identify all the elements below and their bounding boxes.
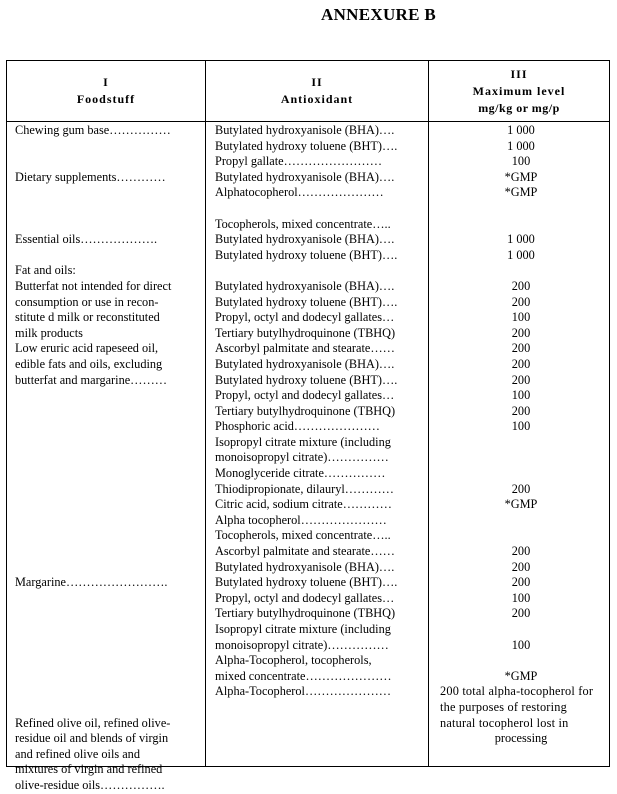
- antioxidant-line: Tertiary butylhydroquinone (TBHQ): [215, 403, 396, 418]
- maximum-level-line: 200: [511, 278, 531, 293]
- maximum-level-line: [432, 450, 610, 466]
- foodstuff-line: consumption or use in recon-: [15, 294, 159, 309]
- foodstuff-line: [15, 544, 205, 560]
- maximum-level-line: 200: [511, 575, 531, 590]
- antioxidant-line: Propyl, octyl and dodecyl gallates…: [215, 590, 395, 605]
- foodstuff-line: Butterfat not intended for direct: [15, 278, 172, 293]
- maximum-level-line: *GMP: [504, 185, 538, 200]
- foodstuff-line: [15, 466, 205, 482]
- maximum-level-line: 100: [511, 637, 531, 652]
- foodstuff-line: [15, 622, 205, 638]
- maximum-level-line: 1 000: [507, 232, 535, 247]
- maximum-level-line: [432, 217, 610, 233]
- maximum-level-line: [432, 513, 610, 529]
- foodstuff-line: olive-residue oils…………….: [15, 777, 165, 792]
- maximum-level-line: [432, 466, 610, 482]
- foodstuff-line: [15, 201, 205, 217]
- foodstuff-line: [15, 435, 205, 451]
- antioxidant-line: Tocopherols, mixed concentrate…..: [215, 528, 391, 543]
- foodstuff-line: Refined olive oil, refined olive-: [15, 715, 171, 730]
- maximum-level-line: 200: [511, 481, 531, 496]
- maximum-level-line: [432, 263, 610, 279]
- antioxidant-line: Ascorbyl palmitate and stearate……: [215, 341, 395, 356]
- antioxidant-line: Butylated hydroxyanisole (BHA)….: [215, 559, 395, 574]
- antioxidant-line: Ascorbyl palmitate and stearate……: [215, 544, 395, 559]
- maximum-level-line: [432, 435, 610, 451]
- maximum-level-line: 100: [511, 590, 531, 605]
- antioxidant-line: Isopropyl citrate mixture (including: [215, 622, 391, 636]
- foodstuff-column: [15, 123, 205, 794]
- foodstuff-line: [15, 388, 205, 404]
- maximum-level-line: [432, 622, 610, 638]
- antioxidant-line: [215, 716, 430, 732]
- maximum-level-line: 100: [511, 388, 531, 403]
- foodstuff-line: [15, 606, 205, 622]
- foodstuff-line: [15, 217, 205, 233]
- foodstuff-line: Essential oils……………….: [15, 232, 158, 247]
- header-col1-label: Foodstuff: [76, 92, 136, 106]
- antioxidant-line: Alpha-Tocopherol, tocopherols,: [215, 653, 372, 668]
- foodstuff-line: [15, 419, 205, 435]
- maximum-level-line: 1 000: [507, 138, 535, 153]
- foodstuff-line: [15, 185, 205, 201]
- antioxidant-line: [215, 263, 430, 279]
- header-col3-unit: mg/kg or mg/p: [478, 100, 560, 115]
- foodstuff-line: [15, 404, 205, 420]
- foodstuff-line: [15, 482, 205, 498]
- antioxidant-line: monoisopropyl citrate)……………: [215, 637, 389, 652]
- foodstuff-line: [15, 591, 205, 607]
- header-col2-label: Antioxidant: [280, 92, 354, 106]
- maximum-level-line: 100: [511, 154, 531, 169]
- antioxidant-line: Butylated hydroxy toluene (BHT)….: [215, 247, 398, 262]
- antioxidant-line: Propyl gallate……………………: [215, 154, 383, 169]
- antioxidant-line: Butylated hydroxy toluene (BHT)….: [215, 294, 398, 309]
- antioxidant-column: [215, 123, 430, 762]
- foodstuff-line: butterfat and margarine………: [15, 372, 168, 387]
- antioxidant-line: Monoglyceride citrate……………: [215, 466, 386, 481]
- antioxidant-line: [215, 201, 430, 217]
- antioxidant-line: Butylated hydroxy toluene (BHT)….: [215, 138, 398, 153]
- header-col1-number: I: [103, 75, 109, 89]
- maximum-level-line: 1 000: [507, 123, 535, 137]
- foodstuff-line: [15, 154, 205, 170]
- header-col3-number: III: [510, 66, 528, 81]
- foodstuff-line: Dietary supplements…………: [15, 169, 166, 184]
- foodstuff-line: Low eruric acid rapeseed oil,: [15, 341, 159, 356]
- foodstuff-line: [15, 139, 205, 155]
- foodstuff-line: [15, 669, 205, 685]
- maximum-level-line: [432, 528, 610, 544]
- antioxidant-line: Tertiary butylhydroquinone (TBHQ): [215, 606, 396, 621]
- header-antioxidant: [206, 61, 428, 121]
- foodstuff-line: and refined olive oils and: [15, 746, 140, 761]
- antioxidant-line: Butylated hydroxy toluene (BHT)….: [215, 372, 398, 387]
- antioxidant-line: monoisopropyl citrate)……………: [215, 450, 389, 465]
- antioxidant-table: [6, 60, 610, 792]
- maximum-level-line: 200: [511, 341, 531, 356]
- foodstuff-line: [15, 248, 205, 264]
- foodstuff-line: mixtures of virgin and refined: [15, 762, 163, 777]
- antioxidant-line: [215, 747, 430, 763]
- page-title: ANNEXURE B: [321, 5, 436, 24]
- maximum-level-line: *GMP: [504, 169, 538, 184]
- foodstuff-line: residue oil and blends of virgin: [15, 731, 169, 746]
- maximum-level-line: 200: [511, 559, 531, 574]
- foodstuff-line: [15, 653, 205, 669]
- maximum-level-line: 1 000: [507, 247, 535, 262]
- antioxidant-line: [215, 700, 430, 716]
- maximum-level-line: [432, 201, 610, 217]
- header-maximum-level: [429, 61, 609, 121]
- foodstuff-line: [15, 684, 205, 700]
- column-divider: [205, 61, 206, 766]
- antioxidant-line: Citric acid, sodium citrate…………: [215, 497, 392, 512]
- foodstuff-line: [15, 513, 205, 529]
- foodstuff-line: Margarine…………………….: [15, 575, 168, 590]
- foodstuff-line: [15, 638, 205, 654]
- maximum-level-line: 100: [511, 310, 531, 325]
- maximum-level-line: the purposes of restoring: [440, 699, 567, 714]
- header-col3-label: Maximum level: [472, 83, 566, 98]
- antioxidant-line: Butylated hydroxyanisole (BHA)….: [215, 232, 395, 247]
- antioxidant-line: mixed concentrate…………………: [215, 668, 392, 683]
- maximum-level-line: 200 total alpha-tocopherol for: [440, 684, 594, 699]
- foodstuff-line: [15, 450, 205, 466]
- antioxidant-line: Alpha tocopherol…………………: [215, 512, 387, 527]
- maximum-level-line: natural tocopherol lost in: [440, 715, 569, 730]
- foodstuff-line: milk products: [15, 325, 83, 340]
- maximum-level-line: [432, 747, 610, 763]
- foodstuff-line: [15, 497, 205, 513]
- foodstuff-line: edible fats and oils, excluding: [15, 356, 163, 371]
- antioxidant-line: Alphatocopherol…………………: [215, 185, 384, 200]
- antioxidant-line: Butylated hydroxyanisole (BHA)….: [215, 278, 395, 293]
- header-foodstuff: [7, 61, 205, 121]
- maximum-level-line: processing: [494, 731, 548, 746]
- maximum-level-line: 200: [511, 606, 531, 621]
- maximum-level-line: 200: [511, 325, 531, 340]
- foodstuff-line: stitute d milk or reconstituted: [15, 310, 160, 325]
- antioxidant-line: [215, 731, 430, 747]
- foodstuff-line: Fat and oils:: [15, 263, 76, 278]
- antioxidant-line: Propyl, octyl and dodecyl gallates…: [215, 388, 395, 403]
- foodstuff-line: [15, 700, 205, 716]
- header-col2-number: II: [311, 75, 323, 89]
- foodstuff-line: [15, 528, 205, 544]
- antioxidant-line: Propyl, octyl and dodecyl gallates…: [215, 310, 395, 325]
- foodstuff-line: Chewing gum base……………: [15, 123, 171, 137]
- maximum-level-line: 200: [511, 403, 531, 418]
- antioxidant-line: Butylated hydroxyanisole (BHA)….: [215, 123, 395, 137]
- antioxidant-line: Butylated hydroxyanisole (BHA)….: [215, 169, 395, 184]
- maximum-level-line: *GMP: [504, 497, 538, 512]
- antioxidant-line: Phosphoric acid…………………: [215, 419, 380, 434]
- maximum-level-line: 200: [511, 544, 531, 559]
- antioxidant-line: Isopropyl citrate mixture (including: [215, 434, 391, 449]
- maximum-level-line: 100: [511, 419, 531, 434]
- maximum-level-line: 200: [511, 294, 531, 309]
- foodstuff-line: [15, 560, 205, 576]
- antioxidant-line: Thiodipropionate, dilauryl…………: [215, 481, 394, 496]
- maximum-level-line: [432, 653, 610, 669]
- antioxidant-line: Butylated hydroxy toluene (BHT)….: [215, 575, 398, 590]
- antioxidant-line: Tertiary butylhydroquinone (TBHQ): [215, 325, 396, 340]
- maximum-level-line: 200: [511, 356, 531, 371]
- antioxidant-line: Tocopherols, mixed concentrate…..: [215, 216, 391, 231]
- maximum-level-column: [432, 123, 610, 762]
- header-divider: [7, 121, 609, 122]
- maximum-level-line: 200: [511, 372, 531, 387]
- antioxidant-line: Butylated hydroxyanisole (BHA)….: [215, 356, 395, 371]
- antioxidant-line: Alpha-Tocopherol…………………: [215, 684, 392, 699]
- maximum-level-line: *GMP: [504, 668, 538, 683]
